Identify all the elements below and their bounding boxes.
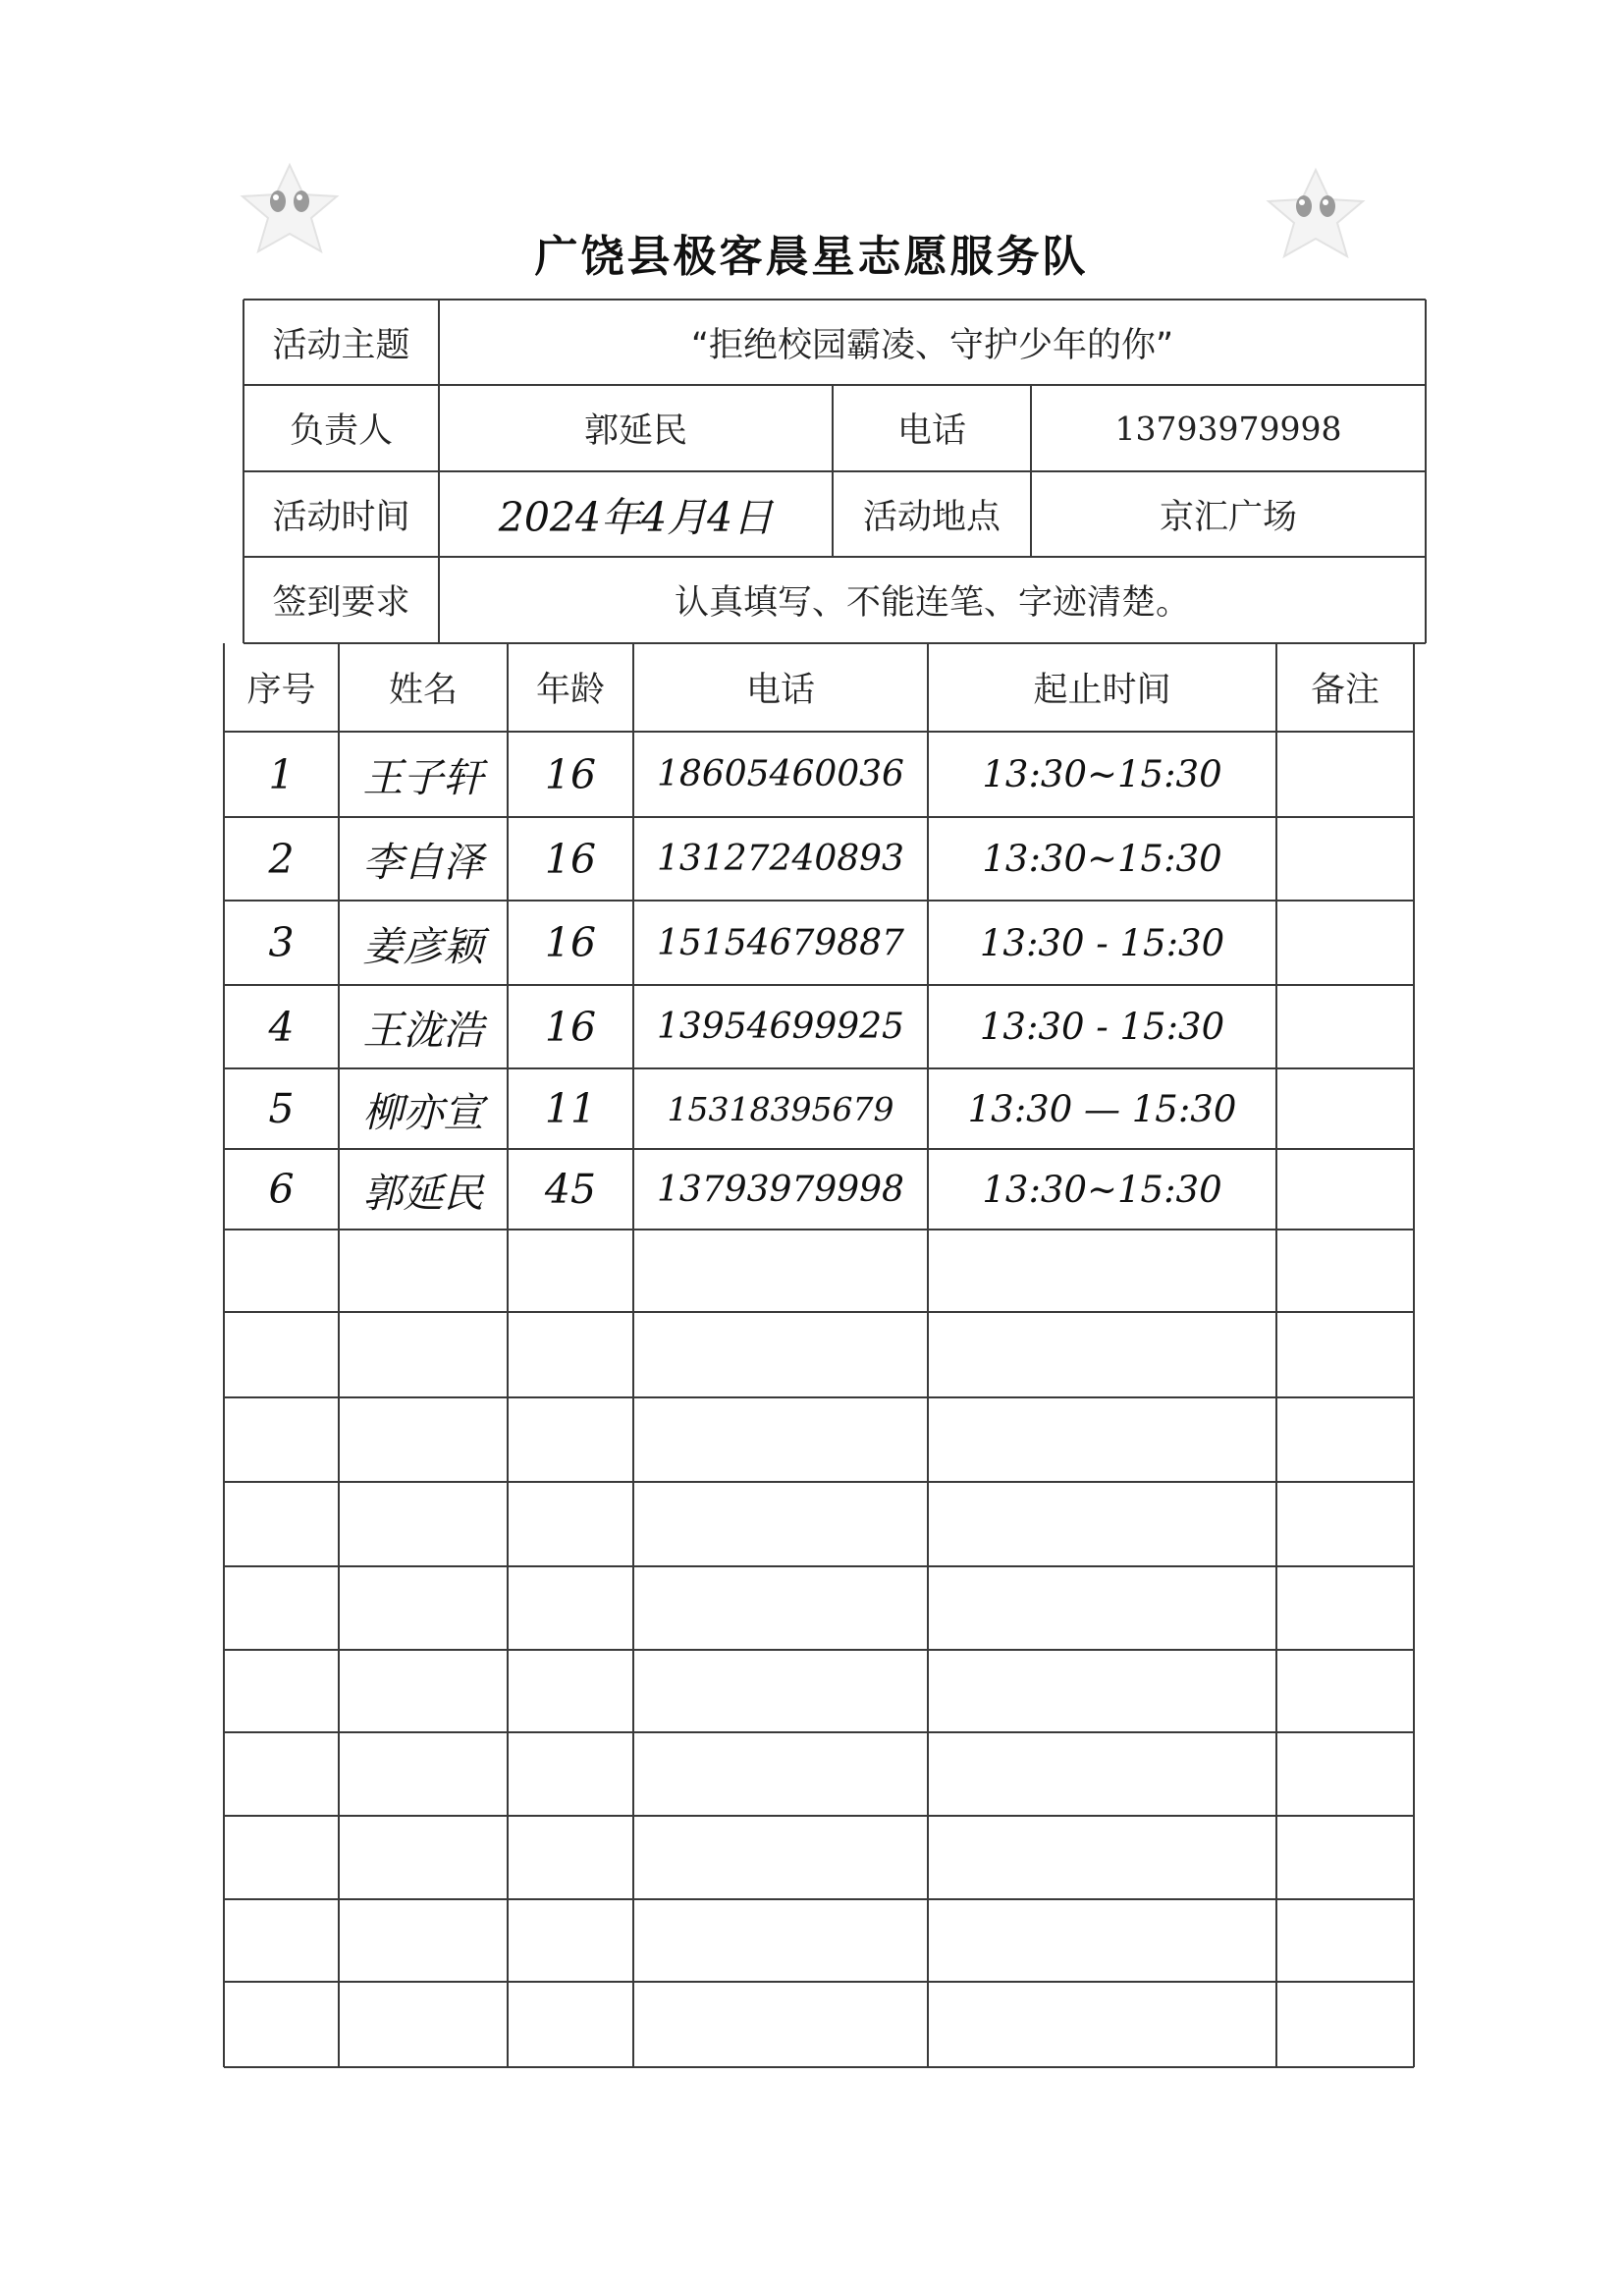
row-phone: 13127240893: [657, 839, 904, 879]
place-value: 京汇广场: [1159, 497, 1297, 537]
row-no: 4: [268, 1003, 295, 1051]
row-note: [1276, 1149, 1414, 1230]
row-no: 3: [268, 919, 295, 966]
row-age: 45: [544, 1166, 597, 1213]
row-name: 李自泽: [362, 839, 484, 886]
row-no: 1: [268, 750, 295, 798]
header-age: 年龄: [535, 671, 605, 710]
requirement-label: 签到要求: [272, 583, 410, 623]
row-time: 13:30~15:30: [982, 838, 1222, 880]
time-value: 2024年4月4日: [498, 494, 774, 541]
phone-value: 13793979998: [1114, 409, 1342, 448]
topic-label: 活动主题: [272, 325, 410, 365]
row-age: 16: [544, 835, 597, 883]
row-no: 6: [268, 1166, 295, 1213]
row-time: 13:30~15:30: [982, 1168, 1222, 1211]
leader-value: 郭延民: [583, 411, 687, 451]
row-age: 16: [544, 919, 597, 966]
row-note: [1276, 1068, 1414, 1149]
row-name: 郭延民: [362, 1169, 484, 1217]
row-age: 11: [544, 1085, 597, 1132]
row-phone: 18605460036: [657, 754, 904, 794]
row-time: 13:30~15:30: [982, 753, 1222, 795]
header-name: 姓名: [388, 671, 458, 710]
row-no: 5: [268, 1085, 295, 1132]
page-title: 广饶县极客晨星志愿服务队: [534, 232, 1089, 282]
requirement-value: 认真填写、不能连笔、字迹清楚。: [674, 583, 1190, 623]
leader-label: 负责人: [289, 411, 393, 451]
time-label: 活动时间: [272, 497, 410, 537]
row-no: 2: [268, 835, 295, 883]
row-name: 王泷浩: [362, 1007, 484, 1054]
topic-value: “拒绝校园霸凌、守护少年的你”: [690, 325, 1174, 365]
row-note: [1276, 732, 1414, 817]
row-phone: 13793979998: [657, 1169, 904, 1210]
row-time: 13:30 - 15:30: [979, 921, 1225, 964]
row-phone: 15318395679: [667, 1089, 894, 1128]
header-note: 备注: [1310, 671, 1380, 710]
row-name: 柳亦宣: [362, 1088, 484, 1136]
row-time: 13:30 — 15:30: [967, 1087, 1237, 1130]
row-note: [1276, 817, 1414, 901]
phone-label: 电话: [896, 411, 966, 451]
row-note: [1276, 985, 1414, 1068]
row-name: 姜彦颖: [362, 922, 484, 970]
row-age: 16: [544, 750, 597, 798]
row-name: 王子轩: [362, 754, 484, 801]
row-phone: 15154679887: [657, 922, 904, 963]
row-time: 13:30 - 15:30: [979, 1006, 1225, 1048]
place-label: 活动地点: [862, 497, 1001, 537]
row-phone: 13954699925: [657, 1007, 904, 1047]
row-note: [1276, 901, 1414, 985]
header-time: 起止时间: [1033, 671, 1171, 710]
row-age: 16: [544, 1003, 597, 1051]
header-phone: 电话: [745, 671, 815, 710]
header-no: 序号: [246, 671, 316, 710]
